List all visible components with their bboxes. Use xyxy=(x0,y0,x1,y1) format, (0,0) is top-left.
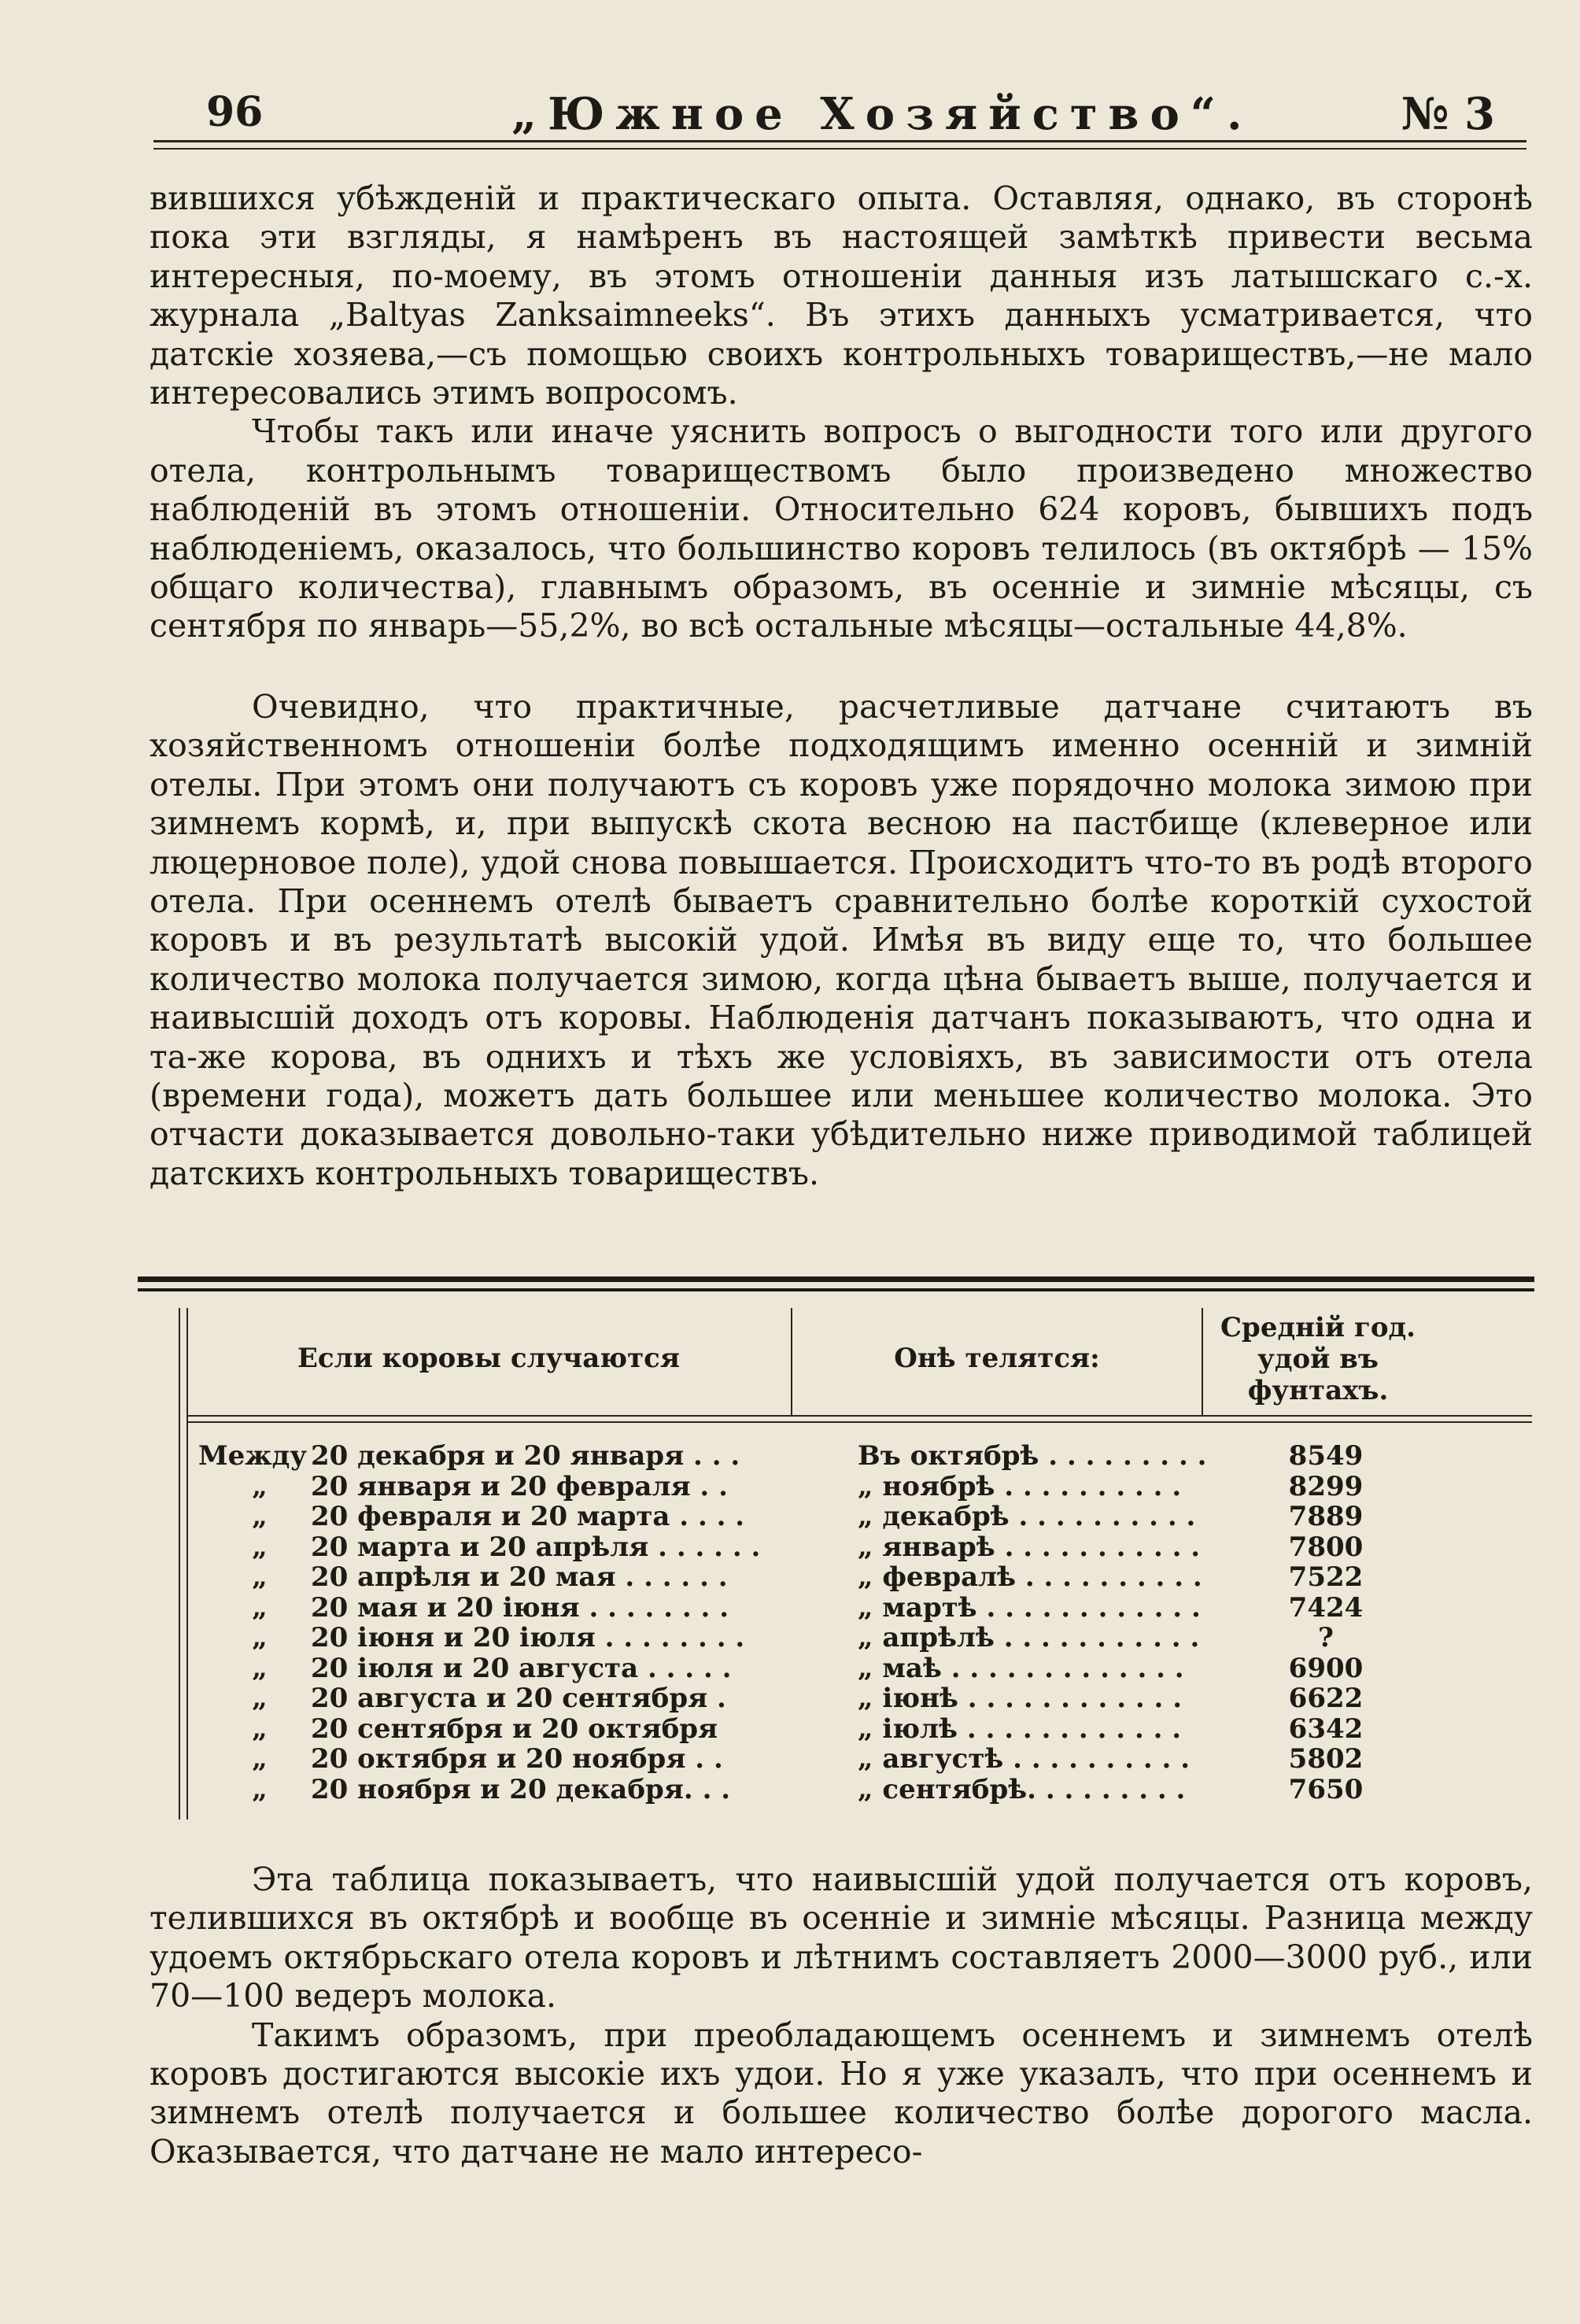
table-row xyxy=(197,1440,1526,1471)
column-header-calving: Онѣ телятся: xyxy=(894,1343,1100,1374)
table-row xyxy=(197,1653,1526,1683)
calving-month: „ маѣ . . . . . . . . . . . . . xyxy=(858,1652,1184,1684)
yield-value: 8549 xyxy=(1288,1440,1364,1472)
calving-month: „ мартѣ . . . . . . . . . . . . xyxy=(858,1591,1201,1624)
mating-period: 20 марта и 20 апрѣля . . . . . . xyxy=(311,1531,761,1563)
mating-period: 20 октября и 20 ноября . . xyxy=(311,1743,723,1775)
yield-value: 7522 xyxy=(1288,1561,1364,1593)
table-header-rule-secondary xyxy=(186,1421,1532,1423)
yield-value: 6622 xyxy=(1288,1683,1364,1714)
table-row xyxy=(197,1471,1526,1502)
paragraph: Чтобы такъ или иначе уяснить вопросъ о выгодности того или другого отела, контрольнымъ товариществомъ было произведено множество наблюденій въ этомъ отношеніи. Относительно 624 коровъ, бывшихъ подъ наблюденіемъ, оказалось, что большинство коровъ телилось (въ октябрѣ — 15% общаго количества), главнымъ образомъ, въ осенніе и зимніе мѣсяцы, съ сентября по январь—55,2%, во всѣ остальные мѣсяцы—остальные 44,8%. xyxy=(150,412,1533,645)
column-header-yield: Средній год. удой въ фунтахъ. xyxy=(1220,1312,1416,1406)
table-row xyxy=(197,1713,1526,1744)
running-header xyxy=(142,88,1495,143)
row-prefix: „ xyxy=(252,1652,268,1684)
column-header-mating: Если коровы случаются xyxy=(297,1343,680,1374)
calving-month: Въ октябрѣ . . . . . . . . . xyxy=(858,1440,1207,1472)
table-row xyxy=(197,1622,1526,1653)
table-row xyxy=(197,1743,1526,1774)
row-prefix: „ xyxy=(252,1470,268,1502)
table-row xyxy=(197,1501,1526,1531)
calving-month: „ сентябрѣ. . . . . . . . . xyxy=(858,1773,1186,1805)
yield-value: 7889 xyxy=(1288,1501,1364,1532)
page-number: 96 xyxy=(206,88,264,136)
row-prefix: „ xyxy=(252,1561,268,1593)
calving-month: „ апрѣлѣ . . . . . . . . . . . xyxy=(858,1622,1200,1653)
table-row xyxy=(197,1683,1526,1713)
calving-month: „ іюнѣ . . . . . . . . . . . . xyxy=(858,1683,1183,1714)
paragraph: Такимъ образомъ, при преобладающемъ осеннемъ и зимнемъ отелѣ коровъ достигаются высокіе ихъ удои. Но я уже указалъ, что при осеннемъ и зимнемъ отелѣ получается и большее количество болѣе дорогого масла. Оказывается, что датчане не мало интересо- xyxy=(150,2015,1533,2171)
yield-value: 7424 xyxy=(1288,1591,1364,1624)
table-row xyxy=(197,1531,1526,1562)
calving-month: „ январѣ . . . . . . . . . . . xyxy=(858,1531,1201,1563)
header-rule xyxy=(153,140,1526,142)
table-row xyxy=(197,1774,1526,1805)
calving-month: „ декабрѣ . . . . . . . . . . xyxy=(858,1501,1196,1532)
yield-value: 6900 xyxy=(1288,1652,1364,1684)
yield-value: 5802 xyxy=(1288,1743,1364,1775)
table-border-left xyxy=(179,1308,180,1820)
mating-period: 20 мая и 20 іюня . . . . . . . . xyxy=(311,1591,729,1624)
row-prefix: „ xyxy=(252,1591,268,1624)
row-prefix: „ xyxy=(252,1622,268,1653)
calving-month: „ февралѣ . . . . . . . . . . xyxy=(858,1561,1202,1593)
row-prefix: „ xyxy=(252,1683,268,1714)
header-rule-secondary xyxy=(153,148,1526,150)
text-block-bottom xyxy=(150,1860,1533,2171)
yield-value: 7800 xyxy=(1288,1531,1364,1563)
mating-period: 20 апрѣля и 20 мая . . . . . . xyxy=(311,1561,728,1593)
row-prefix: „ xyxy=(252,1501,268,1532)
yield-value: 7650 xyxy=(1288,1773,1364,1805)
table-row xyxy=(197,1592,1526,1623)
issue-number: № 3 xyxy=(1401,88,1495,140)
table-body xyxy=(197,1440,1526,1804)
table-top-rule xyxy=(138,1277,1534,1282)
mating-period: 20 декабря и 20 января . . . xyxy=(311,1440,740,1472)
row-prefix: „ xyxy=(252,1743,268,1775)
calving-yield-table xyxy=(138,1277,1534,1820)
yield-value: 6342 xyxy=(1288,1713,1364,1745)
paragraph: Эта таблица показываетъ, что наивысшій удой получается отъ коровъ, телившихся въ октябрѣ и вообще въ осенніе и зимніе мѣсяцы. Разница между удоемъ октябрьскаго отела коровъ и лѣтнимъ составляетъ 2000—3000 руб., или 70—100 ведеръ молока. xyxy=(150,1860,1533,2015)
mating-period: 20 января и 20 февраля . . xyxy=(311,1470,728,1502)
paragraph: вившихся убѣжденій и практическаго опыта. Оставляя, однако, въ сторонѣ пока эти взгляды, я намѣренъ въ настоящей замѣткѣ привести весьма интересныя, по-моему, въ этомъ отношеніи данныя изъ латышскаго с.-х. журнала „Baltyas Zanksaimneeks“. Въ этихъ данныхъ усматривается, что датскіе хозяева,—съ помощью своихъ контрольныхъ товариществъ,—не мало интересовались этимъ вопросомъ. xyxy=(150,179,1533,412)
row-prefix: „ xyxy=(252,1531,268,1563)
calving-month: „ іюлѣ . . . . . . . . . . . . xyxy=(858,1713,1182,1745)
table-header-rule xyxy=(186,1415,1532,1417)
mating-period: 20 іюня и 20 іюля . . . . . . . . xyxy=(311,1622,745,1653)
yield-value: 8299 xyxy=(1288,1470,1364,1502)
mating-period: 20 февраля и 20 марта . . . . xyxy=(311,1501,745,1532)
paragraph: Очевидно, что практичные, расчетливые датчане считаютъ въ хозяйственномъ отношеніи болѣе подходящимъ именно осенній и зимній отелы. При этомъ они получаютъ съ коровъ уже порядочно молока зимою при зимнемъ кормѣ, и, при выпускѣ скота весною на пастбище (клеверное или люцерновое поле), удой снова повышается. Происходитъ что-то въ родѣ второго отела. При осеннемъ отелѣ бываетъ сравнительно болѣе короткій сухостой коровъ и въ результатѣ высокій удой. Имѣя въ виду еще то, что большее количество молока получается зимою, когда цѣна бываетъ выше, получается и наивысшій доходъ отъ коровы. Наблюденія датчанъ показываютъ, что одна и та-же корова, въ однихъ и тѣхъ же условіяхъ, въ зависимости отъ отела (времени года), можетъ дать большее или меньшее количество молока. Это отчасти доказывается довольно-таки убѣдительно ниже приводимой таблицей датскихъ контрольныхъ товариществъ. xyxy=(150,688,1533,1192)
text-block-middle xyxy=(150,688,1533,1193)
mating-period: 20 августа и 20 сентября . xyxy=(311,1683,726,1714)
calving-month: „ августѣ . . . . . . . . . . xyxy=(858,1743,1191,1775)
mating-period: 20 сентября и 20 октября xyxy=(311,1713,718,1745)
journal-title: „Южное Хозяйство“. xyxy=(511,88,1253,140)
mating-period: 20 ноября и 20 декабря. . . xyxy=(311,1773,731,1805)
mating-period: 20 іюля и 20 августа . . . . . xyxy=(311,1652,732,1684)
row-prefix: Между xyxy=(198,1440,307,1472)
row-prefix: „ xyxy=(252,1713,268,1745)
table-top-rule-secondary xyxy=(138,1288,1534,1291)
calving-month: „ ноябрѣ . . . . . . . . . . xyxy=(858,1470,1182,1502)
row-prefix: „ xyxy=(252,1773,268,1805)
text-block-top xyxy=(150,179,1533,646)
table-row xyxy=(197,1561,1526,1592)
table-column-divider xyxy=(1202,1308,1203,1417)
yield-value: ? xyxy=(1318,1622,1334,1653)
